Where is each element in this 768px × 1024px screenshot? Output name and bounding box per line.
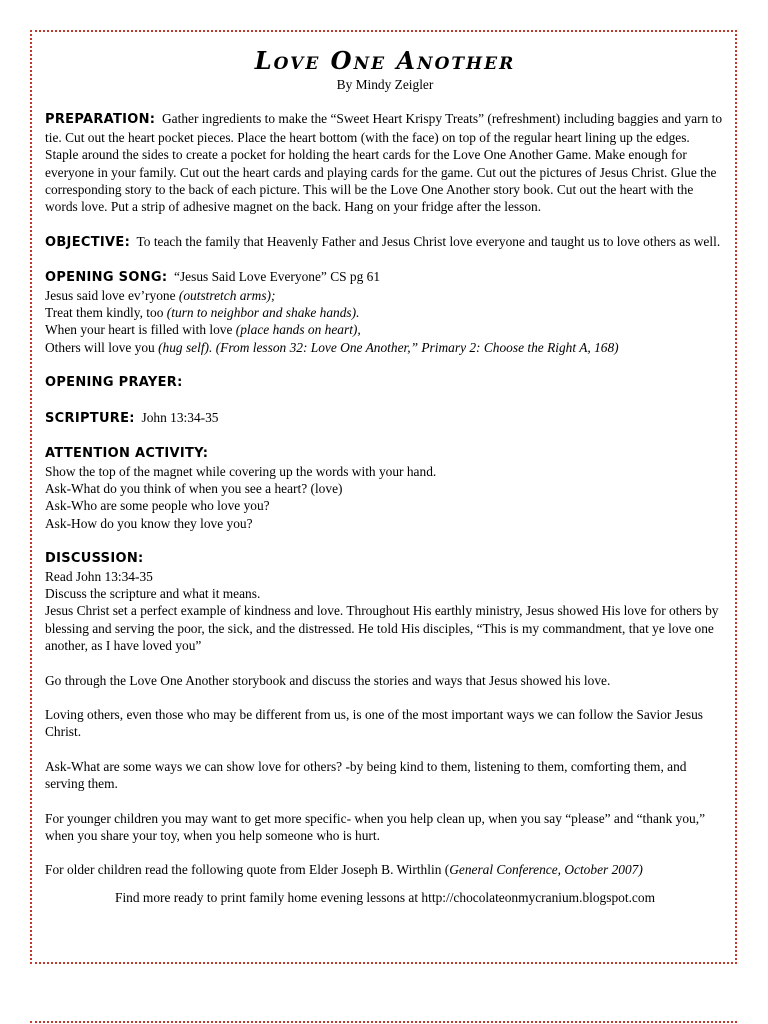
discussion-paragraph: Go through the Love One Another storybook and discuss the stories and ways that Jesus showed his love.	[45, 672, 611, 688]
activity-line: Show the top of the magnet while covering up the words with your hand.	[45, 463, 437, 479]
quote-source: General Conference, October 2007)	[449, 862, 643, 878]
objective-text: To teach the family that Heavenly Father and Jesus Christ love everyone and taught us to love others as well.	[136, 233, 721, 249]
opening-prayer-section	[45, 373, 725, 391]
scripture-label: SCRIPTURE:	[45, 410, 135, 426]
preparation-label: PREPARATION:	[45, 112, 156, 128]
discussion-label: DISCUSSION:	[45, 551, 144, 567]
discussion-paragraph: For younger children you may want to get more specific- when you help clean up, when you say “please” and “thank you,” when you share your toy, when you help someone who is hurt.	[45, 810, 706, 843]
discussion-line: Jesus Christ set a perfect example of kindness and love. Throughout His earthly ministry, Jesus showed His love for others by blessing and serving the poor, the sick, and the distressed. He told His disciples, “This is my commandment, that ye love one another, as I have loved you”	[45, 603, 719, 654]
discussion-line: Read John 13:34-35	[45, 568, 153, 584]
song-line: Jesus said love ev’ryone (outstretch arms);	[45, 287, 276, 303]
older-children-paragraph: For older children read the following quote from Elder Joseph B. Wirthlin (General Conference, October 2007)	[45, 862, 643, 878]
discussion-section	[45, 549, 725, 654]
byline: By Mindy Zeigler	[336, 77, 434, 92]
opening-song-label: OPENING SONG:	[45, 270, 168, 286]
song-line: Treat them kindly, too (turn to neighbor and shake hands).	[45, 305, 360, 321]
activity-line: Ask-How do you know they love you?	[45, 515, 253, 531]
objective-section	[45, 233, 725, 251]
discussion-line: Discuss the scripture and what it means.	[45, 585, 261, 601]
footer-link-text: Find more ready to print family home evening lessons at http://chocolateonmycranium.blogspot.com	[115, 889, 655, 905]
scripture-reference: John 13:34-35	[141, 409, 219, 425]
attention-activity-section	[45, 444, 725, 532]
opening-prayer-label: OPENING PRAYER:	[45, 375, 183, 391]
song-line: When your heart is filled with love (place hands on heart),	[45, 322, 361, 338]
opening-song-section	[45, 268, 725, 356]
lesson-document	[45, 46, 725, 906]
attention-activity-label: ATTENTION ACTIVITY:	[45, 446, 209, 462]
song-line: Others will love you (hug self). (From lesson 32: Love One Another,” Primary 2: Choose the Right A, 168)	[45, 339, 619, 355]
activity-line: Ask-Who are some people who love you?	[45, 498, 270, 514]
preparation-section	[45, 110, 725, 215]
next-page-border	[30, 1021, 737, 1023]
objective-label: OBJECTIVE:	[45, 234, 131, 250]
opening-song-title: “Jesus Said Love Everyone” CS pg 61	[174, 269, 381, 285]
scripture-section	[45, 409, 725, 427]
activity-line: Ask-What do you think of when you see a heart? (love)	[45, 480, 343, 496]
discussion-paragraph: Ask-What are some ways we can show love for others? -by being kind to them, listening to them, comforting them, and serving them.	[45, 758, 687, 792]
document-title: Love One Another	[254, 46, 516, 75]
discussion-paragraph: Loving others, even those who may be different from us, is one of the most important ways we can follow the Savior Jesus Christ.	[45, 706, 703, 740]
preparation-text: Gather ingredients to make the “Sweet Heart Krispy Treats” (refreshment) including baggies and yarn to tie. Cut out the heart pocket pieces. Place the heart bottom (with the face) on top of the regular heart lining up the edges. Staple around the sides to create a pocket for holding the heart cards for the Love One Another Game. Make enough for everyone in your family. Cut out the heart cards and playing cards for the game. Cut out the pictures of Jesus Christ. Glue the corresponding story to the back of each picture. This will be the Love One Another story book. Cut out the heart with the words love. Put a strip of adhesive magnet on the back. Hang on your fridge after the lesson.	[45, 111, 723, 215]
